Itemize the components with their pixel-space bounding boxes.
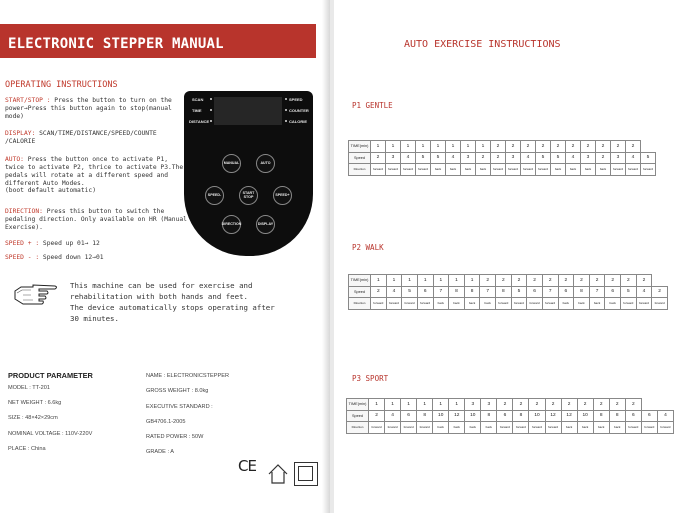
spec-executive-standard: EXECUTIVE STANDARD :: [146, 404, 213, 410]
speed-cell: 2: [371, 286, 387, 298]
direction-cell: forward: [641, 422, 657, 434]
program-p2-title: P2 WALK: [352, 243, 384, 252]
direction-cell: forward: [402, 298, 418, 310]
time-cell: 2: [561, 399, 577, 411]
direction-cell: back: [593, 422, 609, 434]
speed-cell: 6: [605, 286, 621, 298]
program-p1-table: [348, 140, 656, 176]
speed-cell: 5: [551, 152, 566, 164]
time-cell: 1: [476, 141, 491, 153]
time-cell: 2: [497, 399, 513, 411]
direction-cell: back: [476, 164, 491, 176]
row-header-time: TIME(min): [347, 399, 369, 411]
speed-cell: 4: [657, 410, 673, 422]
table-row: [349, 164, 656, 176]
program-p2-table: [348, 274, 668, 310]
direction-cell: forward: [527, 298, 543, 310]
operating-instructions-heading: OPERATING INSTRUCTIONS: [5, 80, 118, 90]
speed-cell: 5: [641, 152, 656, 164]
time-cell: 1: [371, 275, 387, 287]
direction-cell: forward: [636, 298, 652, 310]
control-console-image: [184, 91, 313, 256]
direction-cell: back: [449, 298, 465, 310]
time-cell: 2: [636, 275, 652, 287]
direction-cell: back: [433, 298, 449, 310]
table-row: [349, 275, 668, 287]
speed-down-instruction: SPEED - : Speed down 12→01: [5, 254, 104, 261]
speed-cell: 3: [611, 152, 626, 164]
row-header-time: TIME(min): [349, 141, 371, 153]
speed-cell: 4: [401, 152, 416, 164]
usage-note: This machine can be used for exercise and rehabilitation with both hands and feet. The device automatically stops operating after 30 minutes.: [70, 281, 275, 324]
page-fold-shadow: [322, 0, 330, 513]
direction-cell: forward: [491, 164, 506, 176]
indicator-dot: [285, 109, 287, 111]
program-p1-title: P1 GENTLE: [352, 101, 393, 110]
spec-net-weight: NET WEIGHT : 6.6kg: [8, 400, 62, 406]
row-header-time: TIME(min): [349, 275, 371, 287]
console-label-counter: COUNTER: [289, 108, 309, 113]
speed-cell: 10: [529, 410, 545, 422]
direction-cell: back: [465, 422, 481, 434]
time-cell: 2: [626, 141, 641, 153]
row-header-direction: Direction: [347, 422, 369, 434]
auto-instruction: AUTO: Press the button once to activate P1, twice to activate P2, thrice to activate P3.The pedals will rotate at a different speed and different Auto Modes. (boot default automatic): [5, 156, 184, 195]
speed-cell: 12: [449, 410, 465, 422]
direction-cell: back: [566, 164, 581, 176]
speed-down-button: SPEED-: [205, 186, 224, 205]
speed-cell: 8: [513, 410, 529, 422]
time-cell: 2: [574, 275, 590, 287]
table-row: [349, 141, 656, 153]
direction-cell: forward: [652, 298, 668, 310]
speed-cell: 3: [581, 152, 596, 164]
direction-cell: back: [481, 422, 497, 434]
speed-cell: 8: [481, 410, 497, 422]
spec-model: MODEL : TT-201: [8, 385, 50, 391]
direction-cell: forward: [371, 298, 387, 310]
speed-cell: 2: [652, 286, 668, 298]
time-cell: 1: [402, 275, 418, 287]
direction-cell: forward: [536, 164, 551, 176]
speed-up-instruction: SPEED + : Speed up 01→ 12: [5, 240, 100, 247]
speed-cell: 6: [497, 410, 513, 422]
row-header-direction: Direction: [349, 298, 371, 310]
table-row: [349, 298, 668, 310]
lcd-screen: [214, 97, 282, 125]
direction-cell: forward: [657, 422, 673, 434]
direction-cell: forward: [371, 164, 386, 176]
time-cell: 2: [513, 399, 529, 411]
direction-instruction: DIRECTION: Press this button to switch the pedaling direction. Only available on HR (Manual Exercise).: [5, 208, 187, 231]
speed-cell: 6: [417, 286, 433, 298]
spec-standard-number: GB4706.1-2005: [146, 419, 186, 425]
speed-cell: 5: [536, 152, 551, 164]
speed-cell: 7: [433, 286, 449, 298]
time-cell: 2: [589, 275, 605, 287]
time-cell: 1: [433, 399, 449, 411]
direction-cell: forward: [497, 422, 513, 434]
speed-cell: 8: [464, 286, 480, 298]
direction-cell: forward: [386, 298, 402, 310]
program-p3-table: [346, 398, 674, 434]
time-cell: 1: [433, 275, 449, 287]
direction-cell: back: [461, 164, 476, 176]
speed-cell: 8: [593, 410, 609, 422]
time-cell: 2: [611, 141, 626, 153]
time-cell: 2: [566, 141, 581, 153]
direction-cell: back: [581, 164, 596, 176]
program-p3-title: P3 SPORT: [352, 374, 389, 383]
row-header-speed: Speed: [349, 152, 371, 164]
time-cell: 3: [465, 399, 481, 411]
direction-cell: forward: [626, 164, 641, 176]
manual-button: MANUAL: [222, 154, 241, 173]
time-cell: 2: [621, 275, 637, 287]
time-cell: 2: [577, 399, 593, 411]
time-cell: 1: [401, 141, 416, 153]
direction-cell: back: [609, 422, 625, 434]
indicator-dot: [285, 98, 287, 100]
speed-cell: 4: [566, 152, 581, 164]
speed-cell: 3: [386, 152, 401, 164]
time-cell: 1: [461, 141, 476, 153]
speed-cell: 8: [574, 286, 590, 298]
speed-cell: 5: [402, 286, 418, 298]
speed-cell: 8: [417, 410, 433, 422]
double-square-icon: [294, 462, 318, 486]
direction-cell: forward: [506, 164, 521, 176]
console-label-time: TIME: [192, 108, 202, 113]
speed-cell: 5: [416, 152, 431, 164]
speed-cell: 2: [369, 410, 385, 422]
display-instruction: DISPLAY: SCAN/TIME/DISTANCE/SPEED/COUNTE /CALORIE: [5, 130, 157, 145]
direction-button: DIRECTION: [222, 215, 241, 234]
direction-cell: back: [561, 422, 577, 434]
direction-cell: back: [558, 298, 574, 310]
left-page: [0, 0, 330, 513]
speed-cell: 3: [461, 152, 476, 164]
time-cell: 1: [416, 141, 431, 153]
speed-cell: 4: [446, 152, 461, 164]
display-button: DISPLAY: [256, 215, 275, 234]
speed-cell: 6: [558, 286, 574, 298]
direction-cell: forward: [513, 422, 529, 434]
table-row: [347, 410, 674, 422]
direction-cell: back: [464, 298, 480, 310]
time-cell: 1: [446, 141, 461, 153]
speed-cell: 4: [385, 410, 401, 422]
time-cell: 2: [480, 275, 496, 287]
direction-cell: forward: [416, 164, 431, 176]
speed-cell: 2: [476, 152, 491, 164]
direction-cell: forward: [385, 422, 401, 434]
spec-rated-power: RATED POWER : 50W: [146, 434, 204, 440]
time-cell: 2: [496, 275, 512, 287]
start-stop-instruction: START/STOP : Press the button to turn on the power→Press this button again to stop(manual mode): [5, 97, 172, 120]
ce-mark: CE: [238, 457, 256, 475]
speed-cell: 2: [596, 152, 611, 164]
time-cell: 1: [385, 399, 401, 411]
speed-cell: 4: [521, 152, 536, 164]
direction-cell: forward: [611, 164, 626, 176]
direction-cell: back: [574, 298, 590, 310]
time-cell: 1: [369, 399, 385, 411]
speed-cell: 12: [545, 410, 561, 422]
time-cell: 1: [431, 141, 446, 153]
direction-cell: forward: [417, 298, 433, 310]
speed-cell: 10: [465, 410, 481, 422]
indicator-dot: [210, 120, 212, 122]
time-cell: 2: [511, 275, 527, 287]
auto-button: AUTO: [256, 154, 275, 173]
speed-cell: 10: [433, 410, 449, 422]
spec-gross-weight: GROSS WEIGHT : 8.0kg: [146, 388, 209, 394]
speed-cell: 2: [371, 152, 386, 164]
time-cell: 2: [529, 399, 545, 411]
time-cell: 1: [449, 399, 465, 411]
speed-cell: 2: [491, 152, 506, 164]
speed-cell: 7: [589, 286, 605, 298]
pointing-hand-icon: [13, 281, 59, 305]
time-cell: 1: [417, 275, 433, 287]
row-header-speed: Speed: [347, 410, 369, 422]
direction-cell: back: [551, 164, 566, 176]
row-header-direction: Direction: [349, 164, 371, 176]
time-cell: 2: [593, 399, 609, 411]
time-cell: 2: [542, 275, 558, 287]
right-page: [334, 0, 679, 513]
direction-cell: back: [577, 422, 593, 434]
time-cell: 1: [401, 399, 417, 411]
direction-cell: forward: [401, 164, 416, 176]
console-label-calorie: CALORIE: [289, 119, 307, 124]
speed-cell: 10: [577, 410, 593, 422]
speed-cell: 3: [506, 152, 521, 164]
spec-name: NAME : ELECTRONICSTEPPER: [146, 373, 229, 379]
speed-cell: 5: [511, 286, 527, 298]
manual-title: ELECTRONIC STEPPER MANUAL: [8, 36, 224, 52]
direction-cell: back: [433, 422, 449, 434]
time-cell: 1: [386, 141, 401, 153]
time-cell: 2: [558, 275, 574, 287]
speed-up-button: SPEED+: [273, 186, 292, 205]
direction-cell: forward: [545, 422, 561, 434]
speed-cell: 8: [609, 410, 625, 422]
direction-cell: back: [446, 164, 461, 176]
speed-cell: 7: [480, 286, 496, 298]
time-cell: 2: [536, 141, 551, 153]
spec-place: PLACE : China: [8, 446, 46, 452]
direction-cell: forward: [521, 164, 536, 176]
table-row: [349, 286, 668, 298]
speed-cell: 6: [401, 410, 417, 422]
start-stop-button: START STOP: [239, 186, 258, 205]
console-label-scan: SCAN: [192, 97, 204, 102]
house-icon: [267, 463, 289, 485]
console-label-speed: SPEED: [289, 97, 303, 102]
direction-cell: back: [596, 164, 611, 176]
indicator-dot: [210, 98, 212, 100]
spec-grade: GRADE : A: [146, 449, 174, 455]
spec-voltage: NOMINAL VOLTAGE : 110V-220V: [8, 431, 93, 437]
speed-cell: 6: [641, 410, 657, 422]
direction-cell: forward: [417, 422, 433, 434]
time-cell: 2: [625, 399, 641, 411]
time-cell: 2: [609, 399, 625, 411]
time-cell: 2: [596, 141, 611, 153]
time-cell: 1: [464, 275, 480, 287]
auto-exercise-heading: AUTO EXERCISE INSTRUCTIONS: [404, 39, 561, 50]
time-cell: 1: [371, 141, 386, 153]
speed-cell: 4: [386, 286, 402, 298]
time-cell: 3: [481, 399, 497, 411]
speed-cell: 4: [636, 286, 652, 298]
console-label-distance: DISTANCE: [189, 119, 210, 124]
direction-cell: forward: [496, 298, 512, 310]
direction-cell: forward: [401, 422, 417, 434]
table-row: [347, 399, 674, 411]
indicator-dot: [210, 109, 212, 111]
product-parameter-heading: PRODUCT PARAMETER: [8, 371, 93, 380]
direction-cell: back: [589, 298, 605, 310]
speed-cell: 8: [496, 286, 512, 298]
time-cell: 2: [581, 141, 596, 153]
direction-cell: forward: [386, 164, 401, 176]
time-cell: 1: [417, 399, 433, 411]
time-cell: 2: [545, 399, 561, 411]
time-cell: 2: [521, 141, 536, 153]
direction-cell: back: [480, 298, 496, 310]
row-header-speed: Speed: [349, 286, 371, 298]
speed-cell: 4: [626, 152, 641, 164]
speed-cell: 6: [527, 286, 543, 298]
direction-cell: forward: [529, 422, 545, 434]
time-cell: 1: [386, 275, 402, 287]
spec-size: SIZE : 48×42×29cm: [8, 415, 58, 421]
direction-cell: back: [605, 298, 621, 310]
direction-cell: forward: [542, 298, 558, 310]
speed-cell: 7: [542, 286, 558, 298]
table-row: [349, 152, 656, 164]
time-cell: 2: [506, 141, 521, 153]
direction-cell: forward: [641, 164, 656, 176]
time-cell: 2: [527, 275, 543, 287]
speed-cell: 12: [561, 410, 577, 422]
speed-cell: 5: [431, 152, 446, 164]
table-row: [347, 422, 674, 434]
direction-cell: forward: [625, 422, 641, 434]
time-cell: 2: [491, 141, 506, 153]
time-cell: 1: [449, 275, 465, 287]
time-cell: 2: [551, 141, 566, 153]
speed-cell: 5: [621, 286, 637, 298]
speed-cell: 8: [449, 286, 465, 298]
title-banner: [0, 24, 316, 58]
direction-cell: back: [449, 422, 465, 434]
direction-cell: back: [431, 164, 446, 176]
speed-cell: 6: [625, 410, 641, 422]
indicator-dot: [285, 120, 287, 122]
direction-cell: forward: [369, 422, 385, 434]
direction-cell: forward: [511, 298, 527, 310]
time-cell: 2: [605, 275, 621, 287]
direction-cell: forward: [621, 298, 637, 310]
